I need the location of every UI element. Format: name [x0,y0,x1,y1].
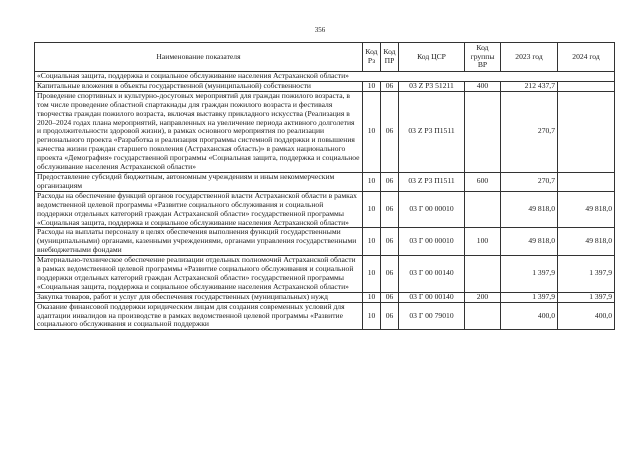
row-2024 [558,91,615,172]
row-pr: 06 [381,228,399,256]
row-vr [465,91,501,172]
table-row [35,256,615,293]
row-csr: 03 Z P3 П1511 [399,172,465,191]
row-name: Капитальные вложения в объекты государственной (муниципальной) собственности [35,81,363,91]
row-csr: 03 Г 00 79010 [399,302,465,330]
row-2023: 49 818,0 [501,191,558,228]
row-rz: 10 [363,302,381,330]
header-name: Наименование показателя [35,43,363,72]
header-2023: 2023 год [501,43,558,72]
table-row [35,172,615,191]
row-vr: 600 [465,172,501,191]
table-row [35,302,615,330]
row-vr [465,256,501,293]
row-name: Предоставление субсидий бюджетным, автономным учреждениям и иным некоммерческим организациям [35,172,363,191]
row-2023: 1 397,9 [501,256,558,293]
header-vr: Код группы ВР [465,43,501,72]
row-csr: 03 Г 00 00140 [399,292,465,302]
row-2023: 49 818,0 [501,228,558,256]
table-row [35,191,615,228]
row-name: Закупка товаров, работ и услуг для обеспечения государственных (муниципальных) нужд [35,292,363,302]
row-2023: 270,7 [501,172,558,191]
header-2024: 2024 год [558,43,615,72]
row-pr: 06 [381,302,399,330]
row-name: Расходы на выплаты персоналу в целях обеспечения выполнения функций государственными (муниципальными) органами, казенными учреждениями, органами управления государственными внебюджетными фондами [35,228,363,256]
table-row [35,72,615,82]
row-vr: 100 [465,228,501,256]
table-row [35,228,615,256]
row-vr [465,302,501,330]
header-pr: Код ПР [381,43,399,72]
row-pr: 06 [381,172,399,191]
row-rz: 10 [363,191,381,228]
row-rz: 10 [363,292,381,302]
row-pr: 06 [381,292,399,302]
row-name: Расходы на обеспечение функций органов государственной власти Астраханской области в рамках ведомственной целевой программы «Развитие социального обслуживания и социальной поддержки отдельных категорий граждан Астраханской области» государственной программы «Социальная защита, поддержка и социальное обслуживание населения Астраханской области» [35,191,363,228]
row-vr [465,191,501,228]
row-pr: 06 [381,191,399,228]
header-rz: Код Рз [363,43,381,72]
table-row [35,91,615,172]
row-2024: 49 818,0 [558,191,615,228]
row-csr: 03 Z P3 51211 [399,81,465,91]
row-pr: 06 [381,81,399,91]
row-pr: 06 [381,256,399,293]
row-2024 [558,81,615,91]
row-rz: 10 [363,228,381,256]
page-number: 356 [314,26,326,34]
header-csr: Код ЦСР [399,43,465,72]
table-row [35,292,615,302]
row-csr: 03 Г 00 00140 [399,256,465,293]
row-name: «Социальная защита, поддержка и социальное обслуживание населения Астраханской области» [35,72,615,82]
row-2024: 400,0 [558,302,615,330]
row-csr: 03 Z P3 П1511 [399,91,465,172]
row-rz: 10 [363,172,381,191]
row-2023: 400,0 [501,302,558,330]
row-vr: 200 [465,292,501,302]
row-name: Оказание финансовой поддержки юридическим лицам для создания современных условий для адаптации инвалидов на производстве в рамках ведомственной целевой программы «Развитие социального обслуживания и социальной поддержки [35,302,363,330]
row-rz: 10 [363,81,381,91]
row-rz: 10 [363,256,381,293]
row-2024: 49 818,0 [558,228,615,256]
row-2024: 1 397,9 [558,292,615,302]
row-2023: 1 397,9 [501,292,558,302]
row-name: Материально-техническое обеспечение реализации отдельных полномочий Астраханской области в рамках ведомственной целевой программы «Развитие социального обслуживания и социальной поддержки отдельных категорий граждан Астраханской области» государственной программы «Социальная защита, поддержка и социальное обслуживание населения Астраханской области» [35,256,363,293]
row-2024 [558,172,615,191]
budget-table [34,42,615,330]
row-pr: 06 [381,91,399,172]
table-header-row [35,43,615,72]
row-name: Проведение спортивных и культурно-досуговых мероприятий для граждан пожилого возраста, в том числе проведение областной спартакиады для граждан пожилого возраста и фестиваля творчества граждан пожилого возраста, включая выставку прикладного искусства (Реализация в 2020–2024 годах плана мероприятий, направленных на увеличение периода активного долголетия и продолжительности здоровой жизни), в рамках основного мероприятия по реализации регионального проекта «Разработка и реализация программы системной поддержки и повышения качества жизни граждан старшего поколения (Астраханская область)» в рамках национального проекта «Демография» государственной программы «Социальная защита, поддержка и социальное обслуживание населения Астраханской области» [35,91,363,172]
row-2024: 1 397,9 [558,256,615,293]
row-2023: 212 437,7 [501,81,558,91]
row-rz: 10 [363,91,381,172]
row-vr: 400 [465,81,501,91]
row-2023: 270,7 [501,91,558,172]
row-csr: 03 Г 00 00010 [399,228,465,256]
row-csr: 03 Г 00 00010 [399,191,465,228]
table-row [35,81,615,91]
